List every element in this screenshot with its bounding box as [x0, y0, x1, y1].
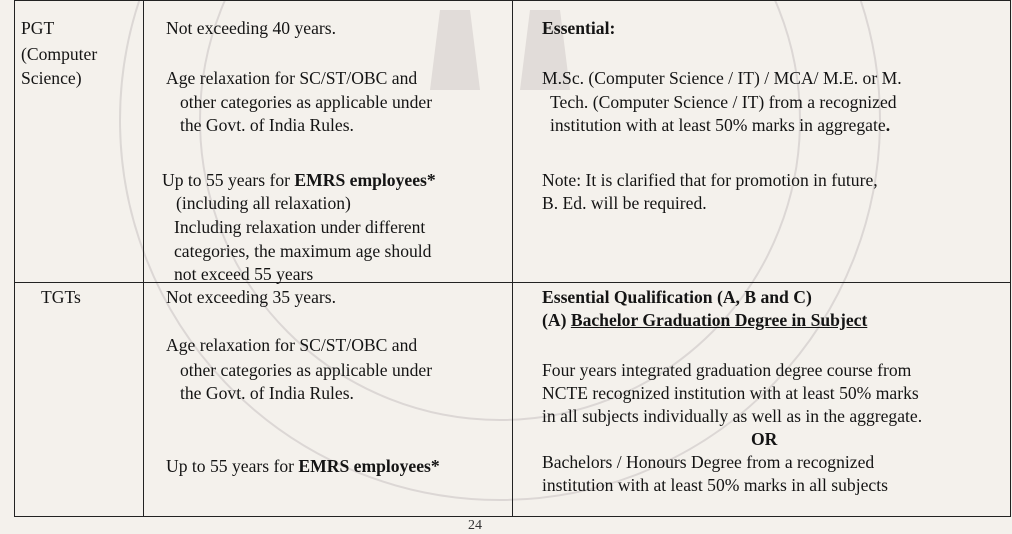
- post-name-line: PGT: [21, 18, 55, 38]
- age-relax-line: the Govt. of India Rules.: [180, 383, 354, 403]
- qualification-heading: Essential:: [542, 18, 616, 38]
- emrs-age-line: (including all relaxation): [176, 193, 351, 213]
- emrs-age-line: Including relaxation under different: [174, 217, 426, 237]
- qualification-subheading: (A) Bachelor Graduation Degree in Subject: [542, 310, 868, 330]
- post-cell: [15, 1, 144, 283]
- table-row-tgt: [15, 283, 1011, 517]
- age-limit: Not exceeding 35 years.: [166, 287, 337, 307]
- degree-line: institution with at least 50% marks in aggregate.: [550, 115, 891, 135]
- age-cell: [144, 283, 513, 517]
- degree-line: M.Sc. (Computer Science / IT) / MCA/ M.E. or M.: [542, 68, 902, 88]
- para-line: in all subjects individually as well as in the aggregate.: [542, 406, 923, 426]
- emrs-age-line: not exceed 55 years: [174, 264, 314, 284]
- eligibility-table: [14, 0, 1011, 517]
- or-separator: OR: [751, 429, 778, 449]
- age-relax-line: Age relaxation for SC/ST/OBC and: [166, 68, 418, 88]
- post-cell: [15, 283, 144, 517]
- page-number: 24: [468, 518, 482, 533]
- age-relax-line: Age relaxation for SC/ST/OBC and: [166, 335, 418, 355]
- emrs-employees-bold: EMRS employees*: [298, 456, 440, 476]
- emrs-age-line: Up to 55 years for EMRS employees*: [166, 456, 440, 476]
- post-name-line: Science): [21, 68, 82, 88]
- emrs-employees-bold: EMRS employees*: [294, 170, 436, 190]
- age-cell: [144, 1, 513, 283]
- post-name-line: (Computer: [21, 44, 98, 64]
- para-line: institution with at least 50% marks in all subjects: [542, 475, 888, 495]
- age-relax-line: other categories as applicable under: [180, 92, 433, 112]
- note-line: Note: It is clarified that for promotion in future,: [542, 170, 878, 190]
- para-line: Bachelors / Honours Degree from a recognized: [542, 452, 875, 472]
- note-line: B. Ed. will be required.: [542, 193, 707, 213]
- age-limit: Not exceeding 40 years.: [166, 18, 337, 38]
- emrs-age-line: Up to 55 years for EMRS employees*: [162, 170, 436, 190]
- age-relax-line: the Govt. of India Rules.: [180, 115, 354, 135]
- para-line: Four years integrated graduation degree course from: [542, 360, 912, 380]
- degree-line: Tech. (Computer Science / IT) from a recognized: [550, 92, 897, 112]
- qualification-cell: [513, 283, 1011, 517]
- qualification-heading: Essential Qualification (A, B and C): [542, 287, 812, 307]
- age-relax-line: other categories as applicable under: [180, 360, 433, 380]
- para-line: NCTE recognized institution with at least 50% marks: [542, 383, 919, 403]
- table-row-pgt: [15, 1, 1011, 283]
- post-name-line: TGTs: [41, 287, 81, 307]
- qualification-cell: [513, 1, 1011, 283]
- emrs-age-line: categories, the maximum age should: [174, 241, 432, 261]
